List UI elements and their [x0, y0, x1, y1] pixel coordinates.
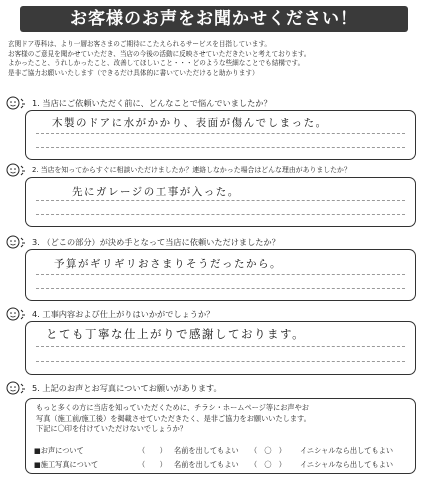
question-label: 5. 上記のお声とお写真についてお願いがあります。 — [32, 383, 222, 393]
answer-text: 木製のドアに水がかかり、表面が傷んでしまった。 — [52, 117, 328, 129]
face-icon — [6, 307, 28, 321]
question-label: 2. 当店を知ってからすぐに相談いただけましたか？連絡しなかった場合はどんな理由がありましたか？ — [32, 166, 351, 174]
question-label: 3. （どこの部分）が決め手となって当店に依頼いただけましたか？ — [32, 237, 280, 247]
face-icon — [6, 235, 28, 249]
question-label: 4. 工事内容および仕上がりはいかがでしょうか？ — [32, 309, 215, 319]
answer-box-1 — [25, 110, 416, 160]
initial-option-label: イニシャルなら出してもよい — [300, 460, 394, 469]
face-icon — [6, 163, 28, 177]
initial-option-paren[interactable]: （ 〇 ） — [250, 460, 286, 469]
photo-permission-row — [34, 459, 410, 471]
question-2 — [6, 163, 426, 177]
row-item-label: ■お声について — [34, 446, 84, 455]
question-5 — [6, 381, 426, 395]
request-text — [36, 403, 408, 435]
intro-line: 玄関ドア専科は、より一層お客さまのご期待にこたえられるサービスを目指しています。 — [8, 40, 272, 48]
question-4 — [6, 307, 426, 321]
face-icon — [6, 96, 28, 110]
face-icon — [6, 381, 28, 395]
name-option-label: 名前を出してもよい — [174, 460, 239, 469]
request-line: 写真（施工前/施工後）を掲載させていただきたく、是非ご協力をお願いいたします。 — [36, 413, 311, 423]
row-item-label: ■施工写真について — [34, 460, 99, 469]
page-title: お客様のお声をお聞かせください！ — [20, 6, 408, 32]
answer-text: 予算がギリギリおさまりそうだったから。 — [54, 258, 282, 270]
initial-option-paren[interactable]: （ 〇 ） — [250, 446, 286, 455]
name-option-paren[interactable]: （ ） — [138, 446, 167, 455]
intro-line: 是非ご協力お願いいたします（できるだけ具体的に書いていただけると助かります） — [8, 68, 259, 77]
intro-line: よかったこと、うれしかったこと、改善してほしいこと・・・どのような些細なことでも結構です。 — [8, 59, 305, 68]
answer-box-4 — [25, 321, 416, 375]
initial-option-label: イニシャルなら出してもよい — [300, 446, 394, 455]
voice-permission-row — [34, 445, 410, 457]
question-3 — [6, 235, 426, 249]
name-option-label: 名前を出してもよい — [174, 446, 239, 455]
question-label: 1. 当店にご依頼いただく前に、どんなことで悩んでいましたか？ — [32, 98, 272, 108]
answer-text: 先にガレージの工事が入った。 — [72, 186, 240, 198]
answer-text: とても丁寧な仕上がりで感謝しております。 — [46, 327, 306, 341]
request-line: 下記に〇印を付けていただけないでしょうか？ — [36, 424, 187, 433]
photo-permission-box — [25, 398, 416, 474]
request-line: もっと多くの方に当店を知っていただくために、チラシ・ホームページ等にお声やお — [36, 403, 309, 412]
intro-text — [8, 40, 424, 78]
answer-box-2 — [25, 177, 416, 227]
question-1 — [6, 96, 426, 110]
intro-line: お客様のご意見を聞かせていただき、当店の今後の活動に反映させていただきたいと考えております。 — [8, 49, 311, 58]
answer-box-3 — [25, 249, 416, 301]
name-option-paren[interactable]: （ ） — [138, 460, 167, 469]
